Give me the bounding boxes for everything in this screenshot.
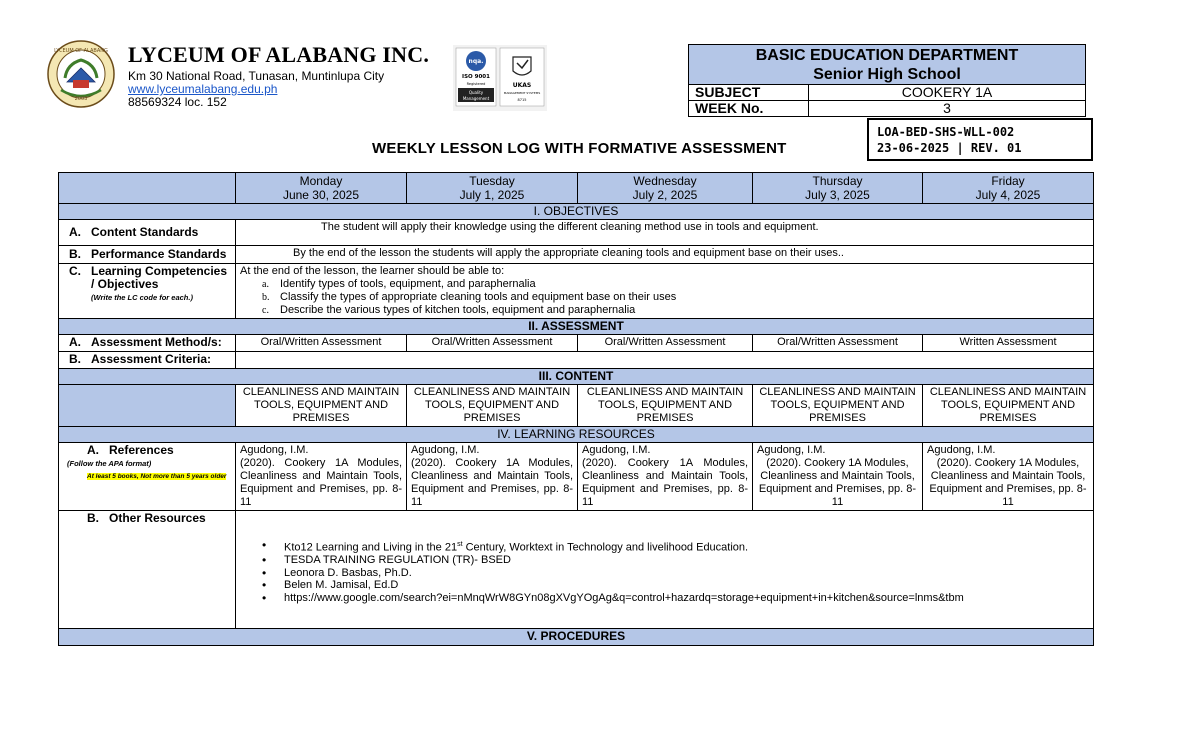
svg-text:Registered: Registered: [466, 82, 486, 86]
lc-item: b. Classify the types of appropriate cleaning tools and equipment base on their uses: [262, 291, 677, 303]
reference-wednesday: Agudong, I.M. (2020). Cookery 1A Modules, Cleanliness and Maintain Tools, Equipment and Premises, pp. 8-11: [578, 443, 753, 511]
learning-competencies-content: [236, 264, 1094, 319]
svg-text:Quality: Quality: [468, 90, 484, 95]
reference-tuesday: Agudong, I.M. (2020). Cookery 1A Modules, Cleanliness and Maintain Tools, Equipment and Premises, pp. 8-11: [407, 443, 578, 511]
day-header-monday: Monday June 30, 2025: [236, 173, 407, 204]
references-format-note: (Follow the APA format): [67, 459, 152, 468]
assessment-method-wednesday: Oral/Written Assessment: [578, 335, 753, 352]
list-item[interactable]: • https://www.google.com/search?ei=nMnqWrW8GYn08gXVgYOgAg&q=control+hazardq=storage+equipment+in+kitchen&source=lnms&tbm: [262, 592, 1089, 605]
assessment-method-monday: Oral/Written Assessment: [236, 335, 407, 352]
document-code-box: [867, 118, 1093, 161]
content-standards-label: A. Content Standards: [59, 220, 236, 246]
content-topic-monday: CLEANLINESS AND MAINTAIN TOOLS, EQUIPMENT AND PREMISES: [236, 385, 407, 427]
document-revision: 23-06-2025 | REV. 01: [877, 141, 1022, 155]
svg-text:MANAGEMENT SYSTEMS: MANAGEMENT SYSTEMS: [503, 91, 541, 95]
assessment-method-label: A. Assessment Method/s:: [59, 335, 236, 352]
list-item: • Belen M. Jamisal, Ed.D: [262, 579, 1089, 592]
day-header-wednesday: Wednesday July 2, 2025: [578, 173, 753, 204]
section-procedures-heading: V. PROCEDURES: [59, 629, 1094, 646]
reference-friday: Agudong, I.M. (2020). Cookery 1A Modules, Cleanliness and Maintain Tools, Equipment and Premises, pp. 8-11: [923, 443, 1094, 511]
svg-text:8715: 8715: [517, 98, 527, 102]
section-content-heading: III. CONTENT: [59, 369, 1094, 385]
department-heading: [689, 45, 1086, 85]
content-topic-friday: CLEANLINESS AND MAINTAIN TOOLS, EQUIPMENT AND PREMISES: [923, 385, 1094, 427]
department-name: BASIC EDUCATION DEPARTMENT: [755, 46, 1019, 64]
school-website-link[interactable]: www.lyceumalabang.edu.ph: [128, 82, 278, 96]
assessment-method-tuesday: Oral/Written Assessment: [407, 335, 578, 352]
weekly-lesson-log-table: [58, 172, 1094, 646]
lc-code-note: (Write the LC code for each.): [91, 293, 193, 302]
seal-text: LYCEUM OF ALABANG: [54, 48, 108, 54]
department-level: Senior High School: [813, 65, 961, 83]
section-learning-resources-heading: IV. LEARNING RESOURCES: [59, 427, 1094, 443]
assessment-criteria-value: [236, 352, 1094, 369]
lc-item: c. Describe the various types of kitchen tools, equipment and paraphernalia: [262, 304, 636, 316]
assessment-method-thursday: Oral/Written Assessment: [753, 335, 923, 352]
reference-thursday: Agudong, I.M. (2020). Cookery 1A Modules, Cleanliness and Maintain Tools, Equipment and Premises, pp. 8-11: [753, 443, 923, 511]
list-item: • TESDA TRAINING REGULATION (TR)- BSED: [262, 554, 1089, 567]
lc-item: a. Identify types of tools, equipment, and paraphernalia: [262, 278, 536, 290]
assessment-method-friday: Written Assessment: [923, 335, 1094, 352]
content-topic-tuesday: CLEANLINESS AND MAINTAIN TOOLS, EQUIPMENT AND PREMISES: [407, 385, 578, 427]
assessment-criteria-label: B. Assessment Criteria:: [59, 352, 236, 369]
school-seal-logo: [47, 40, 115, 108]
school-name: LYCEUM OF ALABANG INC.: [128, 42, 430, 67]
other-resources-list: [240, 539, 1089, 605]
corner-cell: [59, 173, 236, 204]
department-info-table: [688, 44, 1086, 117]
list-item: • Leonora D. Basbas, Ph.D.: [262, 567, 1089, 580]
section-assessment-heading: II. ASSESSMENT: [59, 319, 1094, 335]
subject-label: SUBJECT: [689, 85, 809, 101]
references-label: A. References (Follow the APA format) At least 5 books, Not more than 5 years older: [59, 443, 236, 511]
svg-text:nqa.: nqa.: [468, 58, 484, 65]
svg-text:UKAS: UKAS: [512, 82, 532, 89]
subject-value: COOKERY 1A: [809, 85, 1086, 101]
school-phone: 88569324 loc. 152: [128, 95, 227, 109]
reference-monday: Agudong, I.M. (2020). Cookery 1A Modules, Cleanliness and Maintain Tools, Equipment and Premises, pp. 8-11: [236, 443, 407, 511]
list-item: • Kto12 Learning and Living in the 21st Century, Worktext in Technology and livelihood Education.: [262, 539, 1089, 554]
svg-text:Management: Management: [462, 96, 490, 101]
learning-competencies-label: C. Learning Competencies / Objectives (Write the LC code for each.): [59, 264, 236, 319]
page-title: WEEKLY LESSON LOG WITH FORMATIVE ASSESSMENT: [372, 140, 787, 157]
day-header-friday: Friday July 4, 2025: [923, 173, 1094, 204]
content-standards-text: The student will apply their knowledge using the different cleaning method use in tools and equipment.: [236, 220, 1094, 246]
performance-standards-text: By the end of the lesson the students will apply the appropriate cleaning tools and equipment base on their uses..: [236, 246, 1094, 264]
content-topic-wednesday: CLEANLINESS AND MAINTAIN TOOLS, EQUIPMENT AND PREMISES: [578, 385, 753, 427]
svg-text:ISO 9001: ISO 9001: [462, 74, 490, 80]
document-code: LOA-BED-SHS-WLL-002: [877, 125, 1015, 139]
certification-logo: [453, 45, 547, 111]
references-highlight-note: At least 5 books, Not more than 5 years older: [87, 473, 227, 480]
day-header-tuesday: Tuesday July 1, 2025: [407, 173, 578, 204]
content-label-cell: [59, 385, 236, 427]
other-resources-content: [236, 511, 1094, 629]
day-header-thursday: Thursday July 3, 2025: [753, 173, 923, 204]
section-objectives-heading: I. OBJECTIVES: [59, 204, 1094, 220]
school-address: Km 30 National Road, Tunasan, Muntinlupa City: [128, 69, 385, 83]
performance-standards-label: B. Performance Standards: [59, 246, 236, 264]
lc-intro: At the end of the lesson, the learner should be able to:: [240, 265, 505, 277]
other-resources-label: B. Other Resources: [59, 511, 236, 629]
seal-year: 2003: [74, 96, 88, 102]
week-value: 3: [809, 101, 1086, 117]
week-label: WEEK No.: [689, 101, 809, 117]
content-topic-thursday: CLEANLINESS AND MAINTAIN TOOLS, EQUIPMENT AND PREMISES: [753, 385, 923, 427]
